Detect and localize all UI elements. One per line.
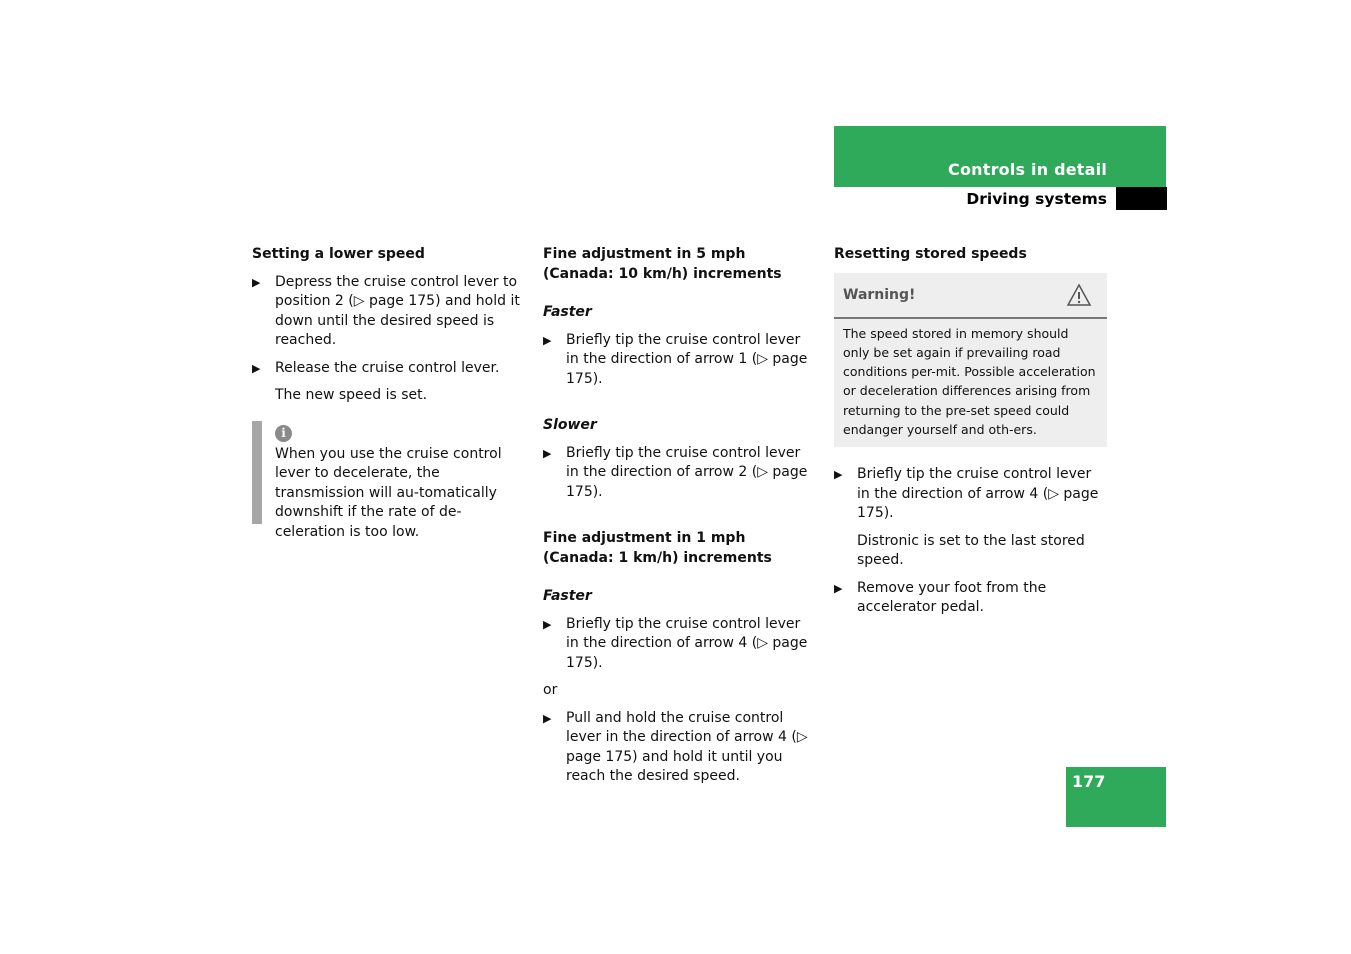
heading-fine-1-line2: (Canada: 1 km/h) increments bbox=[543, 549, 772, 566]
step-text: Depress the cruise control lever to position 2 (▷ page 175) and hold it down until the desired speed is reached. bbox=[275, 273, 520, 348]
list-item bbox=[543, 331, 817, 390]
list-item bbox=[543, 444, 817, 503]
pull-steps bbox=[543, 709, 817, 787]
warning-box bbox=[834, 273, 1107, 448]
triangle-right-icon: ▶ bbox=[834, 468, 843, 482]
section-title: Controls in detail bbox=[948, 160, 1107, 179]
section-tab-marker bbox=[1116, 187, 1167, 210]
column-lower-speed bbox=[252, 245, 526, 542]
subheading-slower: Slower bbox=[543, 417, 597, 433]
triangle-right-icon: ▶ bbox=[252, 361, 261, 375]
warning-triangle-icon bbox=[1066, 283, 1092, 307]
heading-fine-1 bbox=[543, 529, 817, 568]
triangle-right-icon: ▶ bbox=[834, 581, 843, 595]
step-text: Release the cruise control lever. bbox=[275, 359, 500, 376]
list-item bbox=[252, 359, 526, 379]
info-text: When you use the cruise control lever to decelerate, the transmission will au-tomatically downshift if the rate of de-celeration is too low. bbox=[275, 445, 502, 540]
info-bar bbox=[252, 421, 262, 524]
or-text: or bbox=[543, 682, 558, 698]
step-text: Remove your foot from the accelerator pedal. bbox=[857, 579, 1047, 616]
subheading-faster: Faster bbox=[543, 588, 592, 604]
step-text: Pull and hold the cruise control lever in the direction of arrow 4 (▷ page 175) and hold it until you reach the desired speed. bbox=[566, 709, 808, 784]
info-icon: i bbox=[275, 425, 292, 442]
triangle-right-icon: ▶ bbox=[252, 275, 261, 289]
section-header-bar bbox=[834, 126, 1166, 187]
heading-lower-speed: Setting a lower speed bbox=[252, 246, 425, 262]
list-item bbox=[543, 709, 817, 787]
subsection-title: Driving systems bbox=[966, 190, 1107, 208]
heading-fine-5-line1: Fine adjustment in 5 mph bbox=[543, 246, 746, 262]
step-text: Briefly tip the cruise control lever in the direction of arrow 4 (▷ page 175). bbox=[566, 615, 808, 671]
warning-title: Warning! bbox=[843, 286, 916, 303]
slower-5-steps bbox=[543, 444, 817, 503]
list-item bbox=[834, 465, 1108, 524]
step-text: Briefly tip the cruise control lever in the direction of arrow 4 (▷ page 175). bbox=[857, 466, 1099, 522]
list-item bbox=[252, 273, 526, 351]
faster-5-steps bbox=[543, 331, 817, 390]
list-item bbox=[834, 579, 1108, 618]
warning-header bbox=[834, 273, 1107, 319]
heading-fine-5 bbox=[543, 245, 817, 284]
heading-fine-5-line2: (Canada: 10 km/h) increments bbox=[543, 265, 782, 282]
warning-text: The speed stored in memory should only be set again if prevailing road conditions per-mit. Possible acceleration or deceleration differences arising from returning to the pre-set speed could endanger yourself and oth-ers. bbox=[843, 325, 1096, 437]
result-text: Distronic is set to the last stored speed. bbox=[857, 532, 1085, 569]
list-item bbox=[543, 615, 817, 674]
reset-steps bbox=[834, 465, 1108, 524]
heading-fine-1-line1: Fine adjustment in 1 mph bbox=[543, 530, 746, 546]
triangle-right-icon: ▶ bbox=[543, 617, 552, 631]
info-note bbox=[252, 418, 526, 543]
triangle-right-icon: ▶ bbox=[543, 711, 552, 725]
triangle-right-icon: ▶ bbox=[543, 446, 552, 460]
heading-resetting: Resetting stored speeds bbox=[834, 246, 1027, 262]
page-number-box bbox=[1066, 767, 1166, 827]
result-text: The new speed is set. bbox=[275, 387, 428, 403]
step-text: Briefly tip the cruise control lever in the direction of arrow 2 (▷ page 175). bbox=[566, 444, 808, 500]
lower-speed-steps bbox=[252, 273, 526, 379]
triangle-right-icon: ▶ bbox=[543, 333, 552, 347]
step-text: Briefly tip the cruise control lever in the direction of arrow 1 (▷ page 175). bbox=[566, 331, 808, 387]
reset-steps-2 bbox=[834, 579, 1108, 618]
page-number: 177 bbox=[1072, 772, 1106, 791]
column-resetting bbox=[834, 245, 1108, 626]
subheading-faster: Faster bbox=[543, 304, 592, 320]
faster-1-steps bbox=[543, 615, 817, 674]
column-fine-adjustment bbox=[543, 245, 817, 795]
